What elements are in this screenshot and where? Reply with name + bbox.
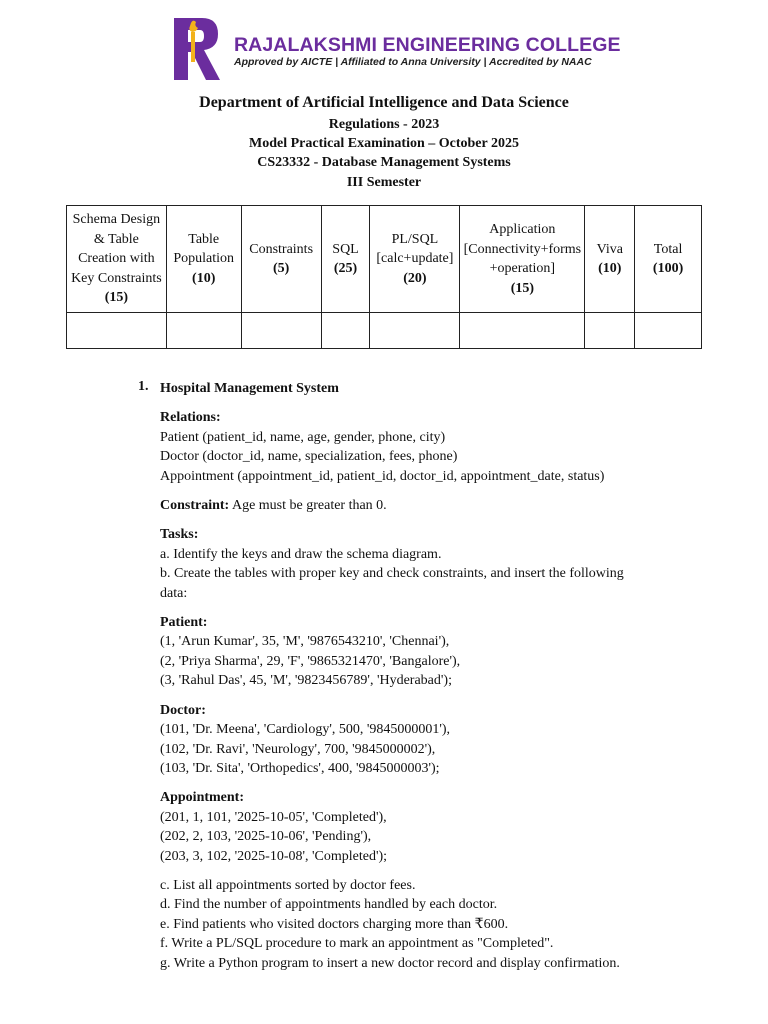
constraint-text: Age must be greater than 0. xyxy=(229,498,387,514)
marks-header-cell: PL/SQL [calc+update] (20) xyxy=(370,206,460,313)
doctor-row: (103, 'Dr. Sita', 'Orthopedics', 400, '9845000003'); xyxy=(160,760,440,776)
task-item: c. List all appointments sorted by doctor fees. xyxy=(160,877,416,893)
marks-entry-cell xyxy=(460,313,585,349)
relation-line: Appointment (appointment_id, patient_id, doctor_id, appointment_date, status) xyxy=(160,468,605,484)
task-item: g. Write a Python program to insert a new doctor record and display confirmation. xyxy=(160,955,620,971)
constraint-label: Constraint: xyxy=(160,498,230,514)
marks-header-cell: Constraints (5) xyxy=(241,206,321,313)
marks-entry-row xyxy=(67,313,702,349)
doctor-label: Doctor: xyxy=(160,702,206,718)
marks-entry-cell xyxy=(370,313,460,349)
marks-header-cell: Table Population (10) xyxy=(166,206,241,313)
appointment-row: (202, 2, 103, '2025-10-06', 'Pending'), xyxy=(160,829,372,845)
marks-header-cell: Viva (10) xyxy=(585,206,635,313)
patient-label: Patient: xyxy=(160,615,208,631)
marks-entry-cell xyxy=(166,313,241,349)
tasks-label: Tasks: xyxy=(160,527,199,543)
patient-row: (2, 'Priya Sharma', 29, 'F', '9865321470', 'Bangalore'), xyxy=(160,653,461,669)
regulations-title: Regulations - 2023 xyxy=(328,117,440,132)
college-tagline: Approved by AICTE | Affiliated to Anna University | Accredited by NAAC xyxy=(234,56,592,68)
relation-line: Patient (patient_id, name, age, gender, phone, city) xyxy=(160,429,446,445)
department-title: Department of Artificial Intelligence and Data Science xyxy=(199,94,569,111)
task-item: a. Identify the keys and draw the schema diagram. xyxy=(160,546,442,562)
relations-label: Relations: xyxy=(160,410,221,426)
question-title: Hospital Management System xyxy=(160,381,339,396)
marks-header-cell: Application [Connectivity+forms +operation] (15) xyxy=(460,206,585,313)
exam-title: Model Practical Examination – October 2025 xyxy=(249,136,519,151)
marks-header-cell: Total (100) xyxy=(635,206,702,313)
question-number: 1. xyxy=(138,379,149,394)
marks-table xyxy=(66,205,702,349)
marks-entry-cell xyxy=(585,313,635,349)
course-title: CS23332 - Database Management Systems xyxy=(257,155,511,170)
marks-header-cell: SQL (25) xyxy=(321,206,370,313)
appointment-label: Appointment: xyxy=(160,790,245,806)
constraint-line xyxy=(160,496,640,515)
marks-entry-cell xyxy=(321,313,370,349)
marks-header-cell: Schema Design & Table Creation with Key Constraints (15) xyxy=(67,206,167,313)
semester-title: III Semester xyxy=(346,175,422,190)
marks-header-row xyxy=(67,206,702,313)
doctor-row: (101, 'Dr. Meena', 'Cardiology', 500, '9845000001'), xyxy=(160,722,451,738)
torch-r-logo-icon xyxy=(172,16,222,82)
appointment-row: (201, 1, 101, '2025-10-05', 'Completed'), xyxy=(160,809,387,825)
relation-line: Doctor (doctor_id, name, specialization, fees, phone) xyxy=(160,449,458,465)
marks-entry-cell xyxy=(67,313,167,349)
appointment-row: (203, 3, 102, '2025-10-08', 'Completed'); xyxy=(160,848,388,864)
task-item: d. Find the number of appointments handled by each doctor. xyxy=(160,897,498,913)
marks-entry-cell xyxy=(241,313,321,349)
question-body xyxy=(160,379,640,973)
college-name: RAJALAKSHMI ENGINEERING COLLEGE xyxy=(234,34,621,56)
task-item: e. Find patients who visited doctors charging more than ₹600. xyxy=(160,916,509,932)
patient-row: (3, 'Rahul Das', 45, 'M', '9823456789', 'Hyderabad'); xyxy=(160,673,452,689)
task-item: f. Write a PL/SQL procedure to mark an appointment as "Completed". xyxy=(160,936,554,952)
task-item: b. Create the tables with proper key and check constraints, and insert the following data: xyxy=(160,566,624,601)
college-logo xyxy=(172,14,621,84)
marks-entry-cell xyxy=(635,313,702,349)
doctor-row: (102, 'Dr. Ravi', 'Neurology', 700, '9845000002'), xyxy=(160,741,436,757)
patient-row: (1, 'Arun Kumar', 35, 'M', '9876543210', 'Chennai'), xyxy=(160,634,450,650)
